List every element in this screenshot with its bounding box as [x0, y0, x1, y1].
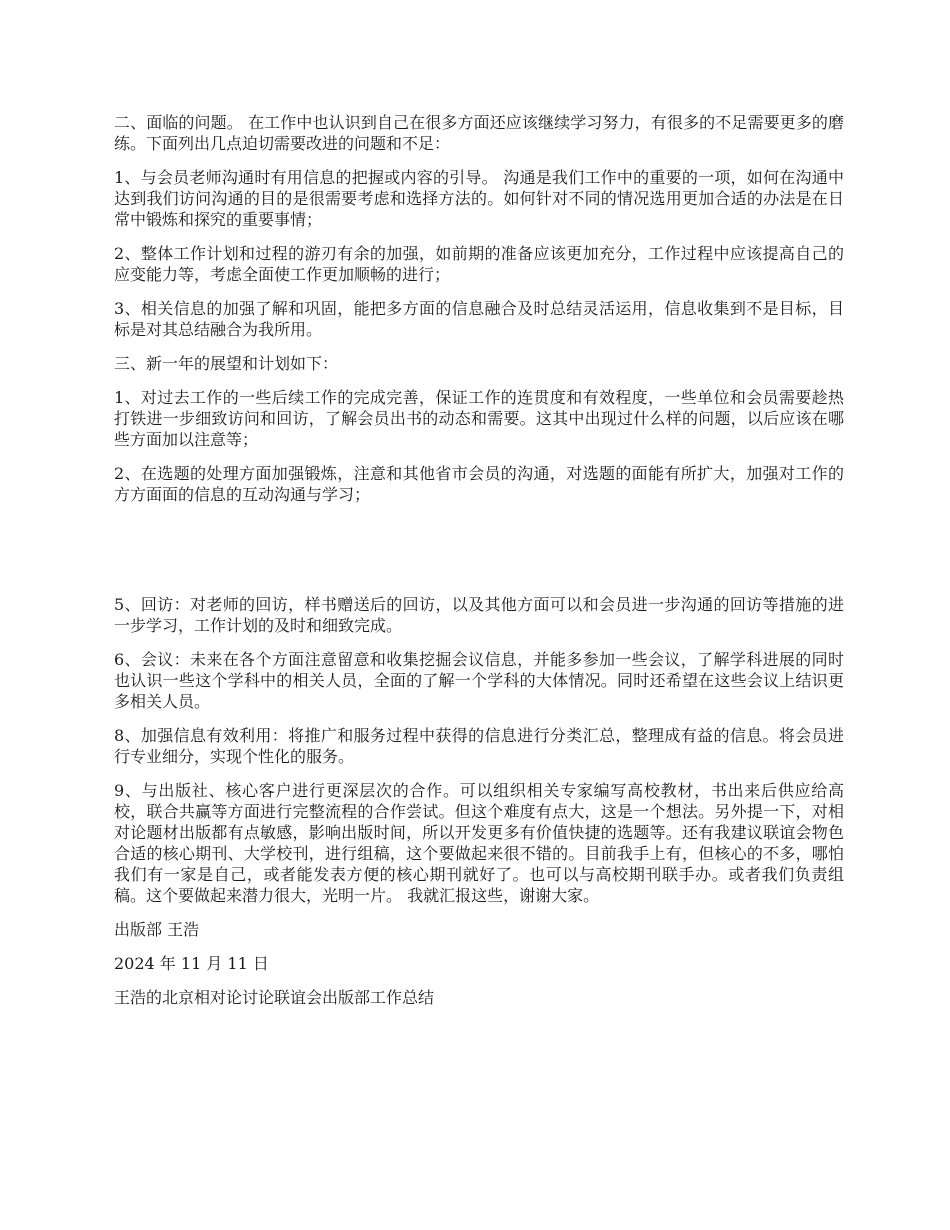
plan-item-2: 2、在选题的处理方面加强锻炼，注意和其他省市会员的沟通，对选题的面能有所扩大，加强对工作的方方面面的信息的互动沟通与学习；: [114, 464, 844, 504]
blank-gap: [114, 518, 844, 594]
problem-item-3: 3、相关信息的加强了解和巩固，能把多方面的信息融合及时总结灵活运用，信息收集到不是目标，目标是对其总结融合为我所用。: [114, 299, 844, 339]
plan-item-6: 6、会议：未来在各个方面注意留意和收集挖掘会议信息，并能多参加一些会议，了解学科进展的同时也认识一些这个学科中的相关人员，全面的了解一个学科的大体情况。同时还希望在这些会议上结识更多相关人员。: [114, 650, 844, 711]
plan-item-5: 5、回访：对老师的回访，样书赠送后的回访，以及其他方面可以和会员进一步沟通的回访等措施的进一步学习，工作计划的及时和细致完成。: [114, 595, 844, 635]
signature: 出版部 王浩: [114, 920, 200, 939]
problem-item-1: 1、与会员老师沟通时有用信息的把握或内容的引导。 沟通是我们工作中的重要的一项，如何在沟通中达到我们访问沟通的目的是很需要考虑和选择方法的。如何针对不同的情况选用更加合适的办法是在日常中锻炼和探究的重要事情；: [114, 168, 844, 229]
section-two-heading: 二、面临的问题。 在工作中也认识到自己在很多方面还应该继续学习努力，有很多的不足需要更多的磨练。下面列出几点迫切需要改进的问题和不足：: [114, 113, 844, 153]
plan-item-8: 8、加强信息有效利用：将推广和服务过程中获得的信息进行分类汇总，整理成有益的信息。将会员进行专业细分，实现个性化的服务。: [114, 726, 844, 766]
plan-item-9: 9、与出版社、核心客户进行更深层次的合作。可以组织相关专家编写高校教材，书出来后供应给高校，联合共赢等方面进行完整流程的合作尝试。但这个难度有点大，这是一个想法。另外提一下，对相对论题材出版都有点敏感，影响出版时间，所以开发更多有价值快捷的选题等。还有我建议联谊会物色合适的核心期刊、大学校刊，进行组稿，这个要做起来很不错的。目前我手上有，但核心的不多，哪怕我们有一家是自己，或者能发表方便的核心期刊就好了。也可以与高校期刊联手办。或者我们负责组稿。这个要做起来潜力很大，光明一片。 我就汇报这些，谢谢大家。: [114, 781, 844, 905]
plan-item-1: 1、对过去工作的一些后续工作的完成完善，保证工作的连贯度和有效程度，一些单位和会员需要趁热打铁进一步细致访问和回访，了解会员出书的动态和需要。这其中出现过什么样的问题，以后应该在哪些方面加以注意等；: [114, 388, 844, 449]
date: 2024 年 11 月 11 日: [114, 954, 269, 973]
document-body: [114, 112, 844, 1021]
footer-title: 王浩的北京相对论讨论联谊会出版部工作总结: [114, 988, 435, 1007]
problem-item-2: 2、整体工作计划和过程的游刃有余的加强，如前期的准备应该更加充分，工作过程中应该提高自己的应变能力等，考虑全面使工作更加顺畅的进行；: [114, 244, 844, 284]
section-three-heading: 三、新一年的展望和计划如下：: [114, 354, 339, 373]
